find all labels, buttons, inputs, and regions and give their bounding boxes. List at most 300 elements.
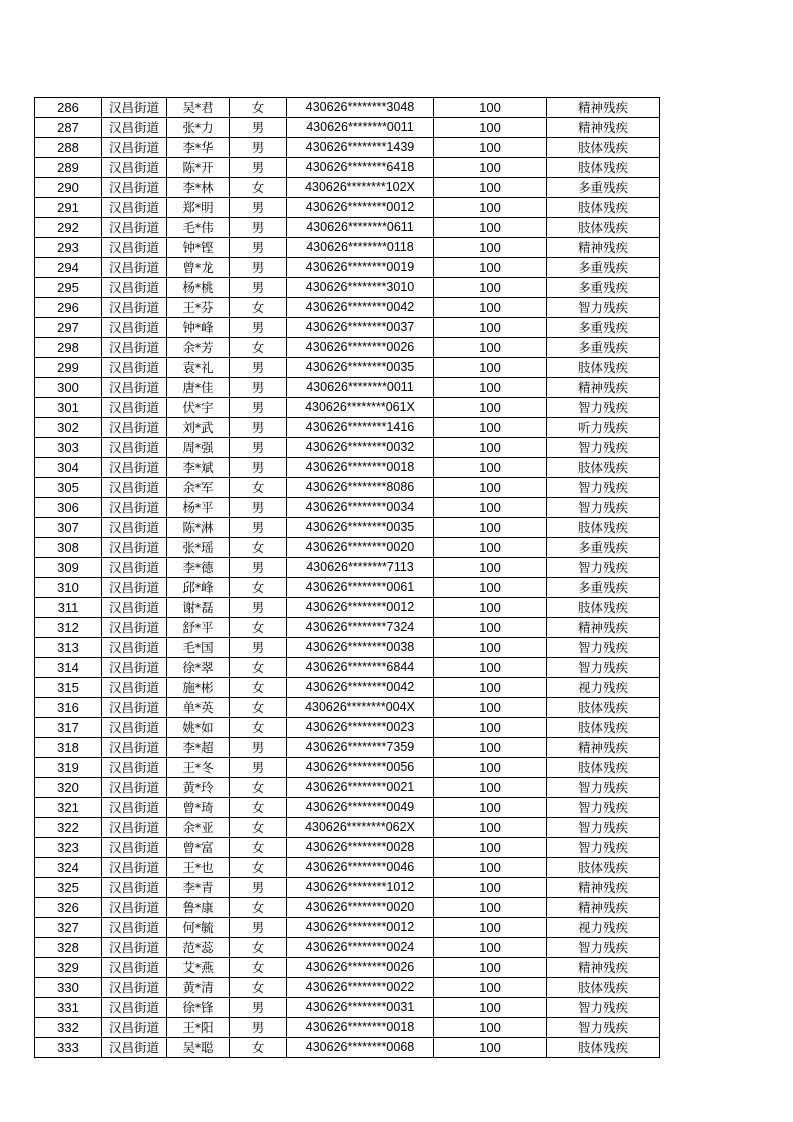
cell-amount: 100 <box>434 578 547 598</box>
cell-amount: 100 <box>434 678 547 698</box>
cell-name: 李*超 <box>167 738 230 758</box>
cell-disability-type: 视力残疾 <box>547 678 660 698</box>
table-row <box>35 838 660 858</box>
cell-serial-number: 293 <box>35 238 102 258</box>
cell-serial-number: 320 <box>35 778 102 798</box>
table-row <box>35 438 660 458</box>
cell-gender: 男 <box>230 378 287 398</box>
cell-amount: 100 <box>434 238 547 258</box>
cell-id-number: 430626********102X <box>287 178 434 198</box>
cell-id-number: 430626********0056 <box>287 758 434 778</box>
cell-id-number: 430626********0068 <box>287 1038 434 1058</box>
cell-amount: 100 <box>434 638 547 658</box>
cell-serial-number: 333 <box>35 1038 102 1058</box>
cell-id-number: 430626********061X <box>287 398 434 418</box>
cell-name: 周*强 <box>167 438 230 458</box>
cell-disability-type: 智力残疾 <box>547 838 660 858</box>
cell-id-number: 430626********062X <box>287 818 434 838</box>
cell-serial-number: 302 <box>35 418 102 438</box>
cell-id-number: 430626********0024 <box>287 938 434 958</box>
cell-street: 汉昌街道 <box>102 438 167 458</box>
cell-id-number: 430626********0022 <box>287 978 434 998</box>
cell-gender: 男 <box>230 1018 287 1038</box>
table-row <box>35 558 660 578</box>
cell-disability-type: 智力残疾 <box>547 498 660 518</box>
cell-gender: 女 <box>230 178 287 198</box>
cell-amount: 100 <box>434 438 547 458</box>
table-row <box>35 818 660 838</box>
cell-id-number: 430626********7359 <box>287 738 434 758</box>
cell-id-number: 430626********6844 <box>287 658 434 678</box>
cell-disability-type: 智力残疾 <box>547 558 660 578</box>
cell-street: 汉昌街道 <box>102 718 167 738</box>
cell-id-number: 430626********0012 <box>287 198 434 218</box>
cell-id-number: 430626********0035 <box>287 518 434 538</box>
cell-serial-number: 313 <box>35 638 102 658</box>
cell-street: 汉昌街道 <box>102 278 167 298</box>
cell-disability-type: 智力残疾 <box>547 1018 660 1038</box>
cell-serial-number: 324 <box>35 858 102 878</box>
cell-name: 曾*龙 <box>167 258 230 278</box>
cell-disability-type: 智力残疾 <box>547 658 660 678</box>
cell-serial-number: 290 <box>35 178 102 198</box>
cell-name: 徐*锋 <box>167 998 230 1018</box>
cell-gender: 男 <box>230 418 287 438</box>
cell-gender: 女 <box>230 718 287 738</box>
cell-amount: 100 <box>434 978 547 998</box>
cell-id-number: 430626********0012 <box>287 918 434 938</box>
cell-disability-type: 智力残疾 <box>547 998 660 1018</box>
cell-amount: 100 <box>434 718 547 738</box>
cell-disability-type: 多重残疾 <box>547 338 660 358</box>
cell-id-number: 430626********0031 <box>287 998 434 1018</box>
cell-gender: 女 <box>230 338 287 358</box>
cell-amount: 100 <box>434 98 547 118</box>
cell-disability-type: 智力残疾 <box>547 438 660 458</box>
cell-disability-type: 肢体残疾 <box>547 518 660 538</box>
cell-id-number: 430626********7324 <box>287 618 434 638</box>
cell-disability-type: 智力残疾 <box>547 638 660 658</box>
cell-id-number: 430626********0021 <box>287 778 434 798</box>
cell-name: 余*亚 <box>167 818 230 838</box>
cell-street: 汉昌街道 <box>102 418 167 438</box>
cell-name: 余*军 <box>167 478 230 498</box>
table-row <box>35 638 660 658</box>
table-row <box>35 798 660 818</box>
cell-street: 汉昌街道 <box>102 998 167 1018</box>
cell-serial-number: 329 <box>35 958 102 978</box>
cell-id-number: 430626********004X <box>287 698 434 718</box>
cell-serial-number: 325 <box>35 878 102 898</box>
cell-street: 汉昌街道 <box>102 338 167 358</box>
cell-disability-type: 听力残疾 <box>547 418 660 438</box>
cell-id-number: 430626********0038 <box>287 638 434 658</box>
cell-name: 曾*琦 <box>167 798 230 818</box>
cell-id-number: 430626********0023 <box>287 718 434 738</box>
cell-gender: 女 <box>230 618 287 638</box>
cell-amount: 100 <box>434 338 547 358</box>
cell-serial-number: 311 <box>35 598 102 618</box>
table-row <box>35 698 660 718</box>
cell-amount: 100 <box>434 358 547 378</box>
table-row <box>35 538 660 558</box>
cell-gender: 男 <box>230 498 287 518</box>
cell-amount: 100 <box>434 398 547 418</box>
cell-name: 徐*翠 <box>167 658 230 678</box>
cell-disability-type: 肢体残疾 <box>547 218 660 238</box>
table-row <box>35 758 660 778</box>
table-row <box>35 278 660 298</box>
cell-amount: 100 <box>434 378 547 398</box>
cell-street: 汉昌街道 <box>102 778 167 798</box>
cell-disability-type: 肢体残疾 <box>547 698 660 718</box>
cell-gender: 女 <box>230 858 287 878</box>
cell-serial-number: 295 <box>35 278 102 298</box>
cell-id-number: 430626********0026 <box>287 958 434 978</box>
cell-gender: 女 <box>230 698 287 718</box>
cell-name: 吴*君 <box>167 98 230 118</box>
cell-disability-type: 肢体残疾 <box>547 598 660 618</box>
cell-street: 汉昌街道 <box>102 758 167 778</box>
table-row <box>35 1018 660 1038</box>
cell-serial-number: 305 <box>35 478 102 498</box>
cell-serial-number: 292 <box>35 218 102 238</box>
cell-disability-type: 精神残疾 <box>547 738 660 758</box>
cell-id-number: 430626********0020 <box>287 898 434 918</box>
cell-disability-type: 肢体残疾 <box>547 138 660 158</box>
cell-id-number: 430626********3048 <box>287 98 434 118</box>
table-row <box>35 478 660 498</box>
cell-id-number: 430626********0037 <box>287 318 434 338</box>
cell-street: 汉昌街道 <box>102 698 167 718</box>
table-row <box>35 178 660 198</box>
cell-gender: 男 <box>230 398 287 418</box>
cell-name: 舒*平 <box>167 618 230 638</box>
table-row <box>35 578 660 598</box>
cell-disability-type: 多重残疾 <box>547 578 660 598</box>
cell-street: 汉昌街道 <box>102 598 167 618</box>
cell-amount: 100 <box>434 898 547 918</box>
cell-gender: 男 <box>230 738 287 758</box>
cell-gender: 男 <box>230 758 287 778</box>
cell-name: 袁*礼 <box>167 358 230 378</box>
cell-id-number: 430626********0061 <box>287 578 434 598</box>
cell-street: 汉昌街道 <box>102 258 167 278</box>
cell-street: 汉昌街道 <box>102 1038 167 1058</box>
table-row <box>35 978 660 998</box>
cell-gender: 男 <box>230 358 287 378</box>
cell-serial-number: 323 <box>35 838 102 858</box>
cell-name: 杨*桃 <box>167 278 230 298</box>
cell-street: 汉昌街道 <box>102 398 167 418</box>
cell-gender: 女 <box>230 778 287 798</box>
cell-name: 范*蕊 <box>167 938 230 958</box>
table-row <box>35 238 660 258</box>
cell-street: 汉昌街道 <box>102 558 167 578</box>
cell-disability-type: 精神残疾 <box>547 618 660 638</box>
cell-street: 汉昌街道 <box>102 518 167 538</box>
cell-id-number: 430626********0011 <box>287 378 434 398</box>
cell-serial-number: 287 <box>35 118 102 138</box>
table-row <box>35 118 660 138</box>
cell-name: 唐*佳 <box>167 378 230 398</box>
cell-gender: 男 <box>230 218 287 238</box>
cell-id-number: 430626********0012 <box>287 598 434 618</box>
cell-amount: 100 <box>434 538 547 558</box>
cell-id-number: 430626********0042 <box>287 298 434 318</box>
cell-name: 钟*铿 <box>167 238 230 258</box>
cell-gender: 男 <box>230 158 287 178</box>
cell-street: 汉昌街道 <box>102 798 167 818</box>
cell-serial-number: 330 <box>35 978 102 998</box>
cell-gender: 男 <box>230 198 287 218</box>
cell-name: 李*斌 <box>167 458 230 478</box>
cell-serial-number: 322 <box>35 818 102 838</box>
cell-street: 汉昌街道 <box>102 378 167 398</box>
cell-amount: 100 <box>434 138 547 158</box>
table-row <box>35 718 660 738</box>
cell-street: 汉昌街道 <box>102 578 167 598</box>
cell-serial-number: 328 <box>35 938 102 958</box>
cell-id-number: 430626********0032 <box>287 438 434 458</box>
cell-gender: 女 <box>230 98 287 118</box>
cell-gender: 男 <box>230 998 287 1018</box>
table-row <box>35 998 660 1018</box>
cell-street: 汉昌街道 <box>102 898 167 918</box>
cell-id-number: 430626********0020 <box>287 538 434 558</box>
table-row <box>35 378 660 398</box>
cell-disability-type: 精神残疾 <box>547 238 660 258</box>
cell-street: 汉昌街道 <box>102 658 167 678</box>
table-row <box>35 1038 660 1058</box>
cell-gender: 女 <box>230 578 287 598</box>
cell-serial-number: 297 <box>35 318 102 338</box>
cell-serial-number: 306 <box>35 498 102 518</box>
cell-disability-type: 肢体残疾 <box>547 758 660 778</box>
cell-amount: 100 <box>434 318 547 338</box>
cell-disability-type: 智力残疾 <box>547 818 660 838</box>
table-row <box>35 298 660 318</box>
cell-id-number: 430626********0028 <box>287 838 434 858</box>
table-row <box>35 138 660 158</box>
cell-name: 单*英 <box>167 698 230 718</box>
table-row <box>35 598 660 618</box>
cell-id-number: 430626********0018 <box>287 458 434 478</box>
cell-street: 汉昌街道 <box>102 198 167 218</box>
cell-disability-type: 精神残疾 <box>547 898 660 918</box>
cell-amount: 100 <box>434 258 547 278</box>
cell-street: 汉昌街道 <box>102 318 167 338</box>
cell-gender: 女 <box>230 818 287 838</box>
cell-amount: 100 <box>434 858 547 878</box>
cell-serial-number: 315 <box>35 678 102 698</box>
cell-amount: 100 <box>434 118 547 138</box>
table-row <box>35 918 660 938</box>
table-row <box>35 958 660 978</box>
cell-street: 汉昌街道 <box>102 298 167 318</box>
cell-street: 汉昌街道 <box>102 618 167 638</box>
cell-serial-number: 318 <box>35 738 102 758</box>
cell-amount: 100 <box>434 218 547 238</box>
cell-amount: 100 <box>434 418 547 438</box>
table-row <box>35 338 660 358</box>
cell-name: 黄*清 <box>167 978 230 998</box>
cell-gender: 男 <box>230 138 287 158</box>
cell-gender: 男 <box>230 918 287 938</box>
cell-name: 王*也 <box>167 858 230 878</box>
cell-id-number: 430626********0026 <box>287 338 434 358</box>
cell-serial-number: 303 <box>35 438 102 458</box>
table-body <box>35 98 660 1058</box>
cell-gender: 女 <box>230 958 287 978</box>
cell-amount: 100 <box>434 758 547 778</box>
table-row <box>35 618 660 638</box>
cell-amount: 100 <box>434 158 547 178</box>
cell-disability-type: 精神残疾 <box>547 378 660 398</box>
table-row <box>35 738 660 758</box>
cell-name: 鲁*康 <box>167 898 230 918</box>
cell-amount: 100 <box>434 1038 547 1058</box>
cell-serial-number: 300 <box>35 378 102 398</box>
table-row <box>35 518 660 538</box>
table-row <box>35 158 660 178</box>
cell-street: 汉昌街道 <box>102 478 167 498</box>
cell-amount: 100 <box>434 598 547 618</box>
table-row <box>35 98 660 118</box>
cell-id-number: 430626********0011 <box>287 118 434 138</box>
cell-id-number: 430626********0034 <box>287 498 434 518</box>
table-row <box>35 318 660 338</box>
table-row <box>35 218 660 238</box>
cell-street: 汉昌街道 <box>102 1018 167 1038</box>
cell-name: 李*德 <box>167 558 230 578</box>
cell-id-number: 430626********0035 <box>287 358 434 378</box>
cell-disability-type: 智力残疾 <box>547 398 660 418</box>
cell-gender: 女 <box>230 298 287 318</box>
cell-serial-number: 309 <box>35 558 102 578</box>
cell-gender: 女 <box>230 478 287 498</box>
cell-id-number: 430626********0049 <box>287 798 434 818</box>
cell-serial-number: 301 <box>35 398 102 418</box>
cell-street: 汉昌街道 <box>102 838 167 858</box>
table-row <box>35 878 660 898</box>
cell-street: 汉昌街道 <box>102 818 167 838</box>
cell-serial-number: 319 <box>35 758 102 778</box>
cell-gender: 女 <box>230 938 287 958</box>
cell-name: 张*瑶 <box>167 538 230 558</box>
table-row <box>35 258 660 278</box>
cell-gender: 男 <box>230 458 287 478</box>
cell-name: 毛*伟 <box>167 218 230 238</box>
cell-disability-type: 智力残疾 <box>547 478 660 498</box>
cell-gender: 男 <box>230 258 287 278</box>
cell-amount: 100 <box>434 618 547 638</box>
cell-street: 汉昌街道 <box>102 138 167 158</box>
cell-gender: 女 <box>230 978 287 998</box>
cell-id-number: 430626********6418 <box>287 158 434 178</box>
table-row <box>35 658 660 678</box>
cell-disability-type: 多重残疾 <box>547 538 660 558</box>
cell-gender: 女 <box>230 678 287 698</box>
cell-disability-type: 精神残疾 <box>547 878 660 898</box>
cell-street: 汉昌街道 <box>102 678 167 698</box>
table-row <box>35 358 660 378</box>
cell-disability-type: 智力残疾 <box>547 298 660 318</box>
cell-disability-type: 肢体残疾 <box>547 858 660 878</box>
cell-street: 汉昌街道 <box>102 218 167 238</box>
cell-disability-type: 肢体残疾 <box>547 458 660 478</box>
cell-disability-type: 智力残疾 <box>547 778 660 798</box>
cell-amount: 100 <box>434 558 547 578</box>
cell-serial-number: 304 <box>35 458 102 478</box>
cell-gender: 女 <box>230 838 287 858</box>
cell-id-number: 430626********0019 <box>287 258 434 278</box>
cell-amount: 100 <box>434 658 547 678</box>
cell-disability-type: 肢体残疾 <box>547 718 660 738</box>
cell-street: 汉昌街道 <box>102 878 167 898</box>
cell-gender: 男 <box>230 518 287 538</box>
cell-serial-number: 326 <box>35 898 102 918</box>
cell-serial-number: 296 <box>35 298 102 318</box>
cell-disability-type: 多重残疾 <box>547 278 660 298</box>
cell-street: 汉昌街道 <box>102 638 167 658</box>
cell-name: 艾*燕 <box>167 958 230 978</box>
cell-name: 郑*明 <box>167 198 230 218</box>
cell-disability-type: 肢体残疾 <box>547 1038 660 1058</box>
cell-gender: 男 <box>230 278 287 298</box>
cell-amount: 100 <box>434 818 547 838</box>
cell-serial-number: 310 <box>35 578 102 598</box>
table-row <box>35 198 660 218</box>
cell-street: 汉昌街道 <box>102 958 167 978</box>
cell-amount: 100 <box>434 878 547 898</box>
cell-gender: 男 <box>230 558 287 578</box>
cell-gender: 男 <box>230 438 287 458</box>
cell-disability-type: 多重残疾 <box>547 318 660 338</box>
cell-street: 汉昌街道 <box>102 498 167 518</box>
cell-serial-number: 332 <box>35 1018 102 1038</box>
table-row <box>35 678 660 698</box>
cell-id-number: 430626********0046 <box>287 858 434 878</box>
cell-serial-number: 286 <box>35 98 102 118</box>
cell-amount: 100 <box>434 798 547 818</box>
cell-id-number: 430626********1012 <box>287 878 434 898</box>
cell-serial-number: 289 <box>35 158 102 178</box>
cell-name: 余*芳 <box>167 338 230 358</box>
cell-disability-type: 视力残疾 <box>547 918 660 938</box>
cell-gender: 男 <box>230 318 287 338</box>
cell-name: 张*力 <box>167 118 230 138</box>
cell-amount: 100 <box>434 458 547 478</box>
cell-name: 李*华 <box>167 138 230 158</box>
table-row <box>35 778 660 798</box>
cell-serial-number: 312 <box>35 618 102 638</box>
cell-name: 杨*平 <box>167 498 230 518</box>
cell-serial-number: 294 <box>35 258 102 278</box>
cell-serial-number: 321 <box>35 798 102 818</box>
cell-amount: 100 <box>434 838 547 858</box>
table-row <box>35 898 660 918</box>
cell-disability-type: 智力残疾 <box>547 798 660 818</box>
table-row <box>35 458 660 478</box>
cell-id-number: 430626********0611 <box>287 218 434 238</box>
cell-name: 王*芬 <box>167 298 230 318</box>
cell-name: 曾*富 <box>167 838 230 858</box>
cell-street: 汉昌街道 <box>102 238 167 258</box>
cell-gender: 女 <box>230 658 287 678</box>
table-row <box>35 498 660 518</box>
cell-id-number: 430626********7113 <box>287 558 434 578</box>
